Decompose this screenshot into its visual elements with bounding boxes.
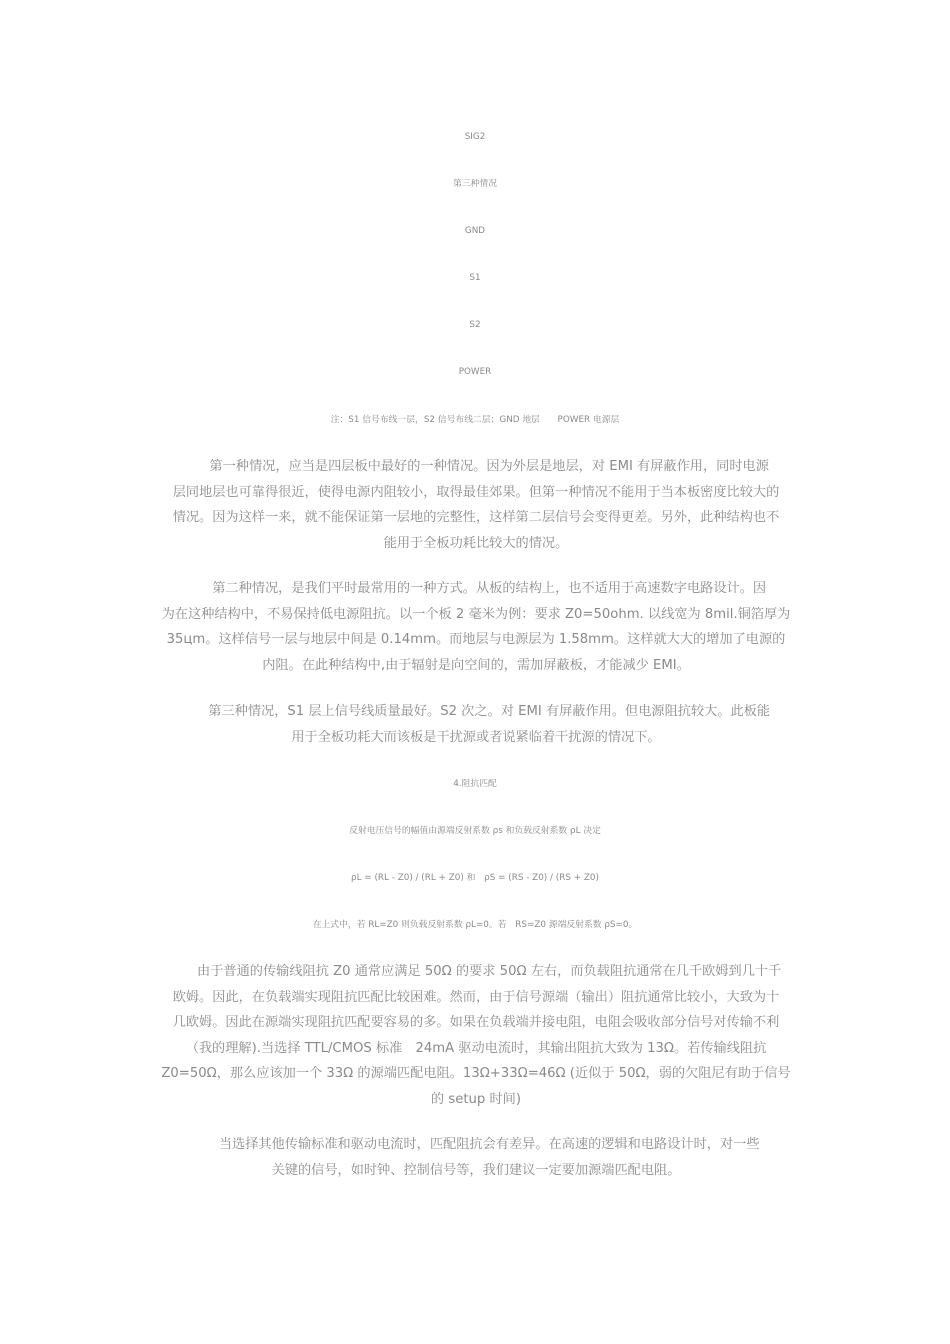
paragraph-line: 用于全板功耗大而该板是干扰源或者说紧临着干扰源的情况下。 — [291, 729, 661, 745]
layer-s2: S2 — [469, 320, 481, 330]
paragraph-line: 为在这种结构中，不易保持低电源阻抗。以一个板 2 毫米为例：要求 Z0=50ohm. 以线宽为 8mil.铜箔厚为 — [161, 606, 791, 622]
layer-s1: S1 — [469, 273, 481, 283]
paragraph-line: （我的理解).当选择 TTL/CMOS 标准 24mA 驱动电流时，其输出阻抗大致为 13Ω。若传输线阻抗 — [185, 1040, 767, 1056]
layer-note: 注：S1 信号布线一层，S2 信号布线二层；GND 地层 POWER 电源层 — [330, 415, 620, 425]
paragraph-case1 — [146, 454, 806, 556]
paragraph-line: Z0=50Ω，那么应该加一个 33Ω 的源端匹配电阻。13Ω+33Ω=46Ω (近似于 50Ω，弱的欠阻尼有助于信号 — [161, 1066, 791, 1081]
paragraph-line: 内阻。在此种结构中,由于辐射是向空间的，需加屏蔽板，才能减少 EMI。 — [262, 657, 690, 673]
section-title: 4.阻抗匹配 — [453, 779, 497, 789]
paragraph-line: 层同地层也可靠得很近，使得电源内阻较小，取得最佳郊果。但第一种情况不能用于当本板密度比较大的 — [172, 484, 780, 500]
paragraph-case2 — [146, 576, 806, 678]
reflection-intro: 反射电压信号的幅值由源端反射系数 ρs 和负载反射系数 ρL 决定 — [349, 826, 601, 836]
paragraph-line: 第三种情况，S1 层上信号线质量最好。S2 次之。对 EMI 有屏蔽作用。但电源阻抗较大。此板能 — [181, 704, 771, 719]
paragraph-case3 — [146, 699, 806, 750]
layer-power: POWER — [458, 367, 492, 377]
paragraph-line: 当选择其他传输标准和驱动电流时，匹配阻抗会有差异。在高速的逻辑和电路设计时，对一些 — [192, 1137, 760, 1152]
paragraph-line: 欧姆。因此，在负载端实现阻抗匹配比较困难。然而，由于信号源端（输出）阻抗通常比较小，大致为十 — [172, 989, 780, 1005]
formula-note: 在上式中，若 RL=Z0 则负载反射系数 ρL=0。若 RS=Z0 源端反射系数 ρS=0。 — [312, 920, 638, 930]
paragraph-line: 几欧姆。因此在源端实现阻抗匹配要容易的多。如果在负载端并接电阻，电阻会吸收部分信号对传输不利 — [172, 1015, 780, 1030]
paragraph-line: 能用于全板功耗比较大的情况。 — [383, 535, 569, 551]
paragraph-line: 35цm。这样信号一层与地层中间是 0.14mm。而地层与电源层为 1.58mm。这样就大大的增加了电源的 — [166, 632, 786, 647]
paragraph-impedance — [146, 959, 806, 1112]
paragraph-line: 第二种情况，是我们平时最常用的一种方式。从板的结构上，也不适用于高速数字电路设计。因 — [185, 581, 767, 596]
paragraph-line: 第一种情况，应当是四层板中最好的一种情况。因为外层是地层，对 EMI 有屏蔽作用，同时电源 — [183, 459, 769, 474]
paragraph-line: 关键的信号，如时钟、控制信号等，我们建议一定要加源端匹配电阻。 — [271, 1162, 681, 1178]
paragraph-line: 情况。因为这样一来，就不能保证第一层地的完整性，这样第二层信号会变得更差。另外，此种结构也不 — [172, 510, 780, 525]
reflection-formula: ρL = (RL - Z0) / (RL + Z0) 和 ρS = (RS - Z0) / (RS + Z0) — [351, 873, 599, 883]
paragraph-line: 由于普通的传输线阻抗 Z0 通常应满足 50Ω 的要求 50Ω 左右，而负载阻抗通常在几千欧姆到几十千 — [170, 964, 782, 979]
layer-sig2: SIG2 — [464, 132, 486, 142]
layer-gnd: GND — [464, 226, 486, 236]
case3-heading: 第三种情况 — [453, 179, 497, 189]
paragraph-conclusion — [146, 1132, 806, 1183]
paragraph-line: 的 setup 时间) — [431, 1091, 521, 1107]
